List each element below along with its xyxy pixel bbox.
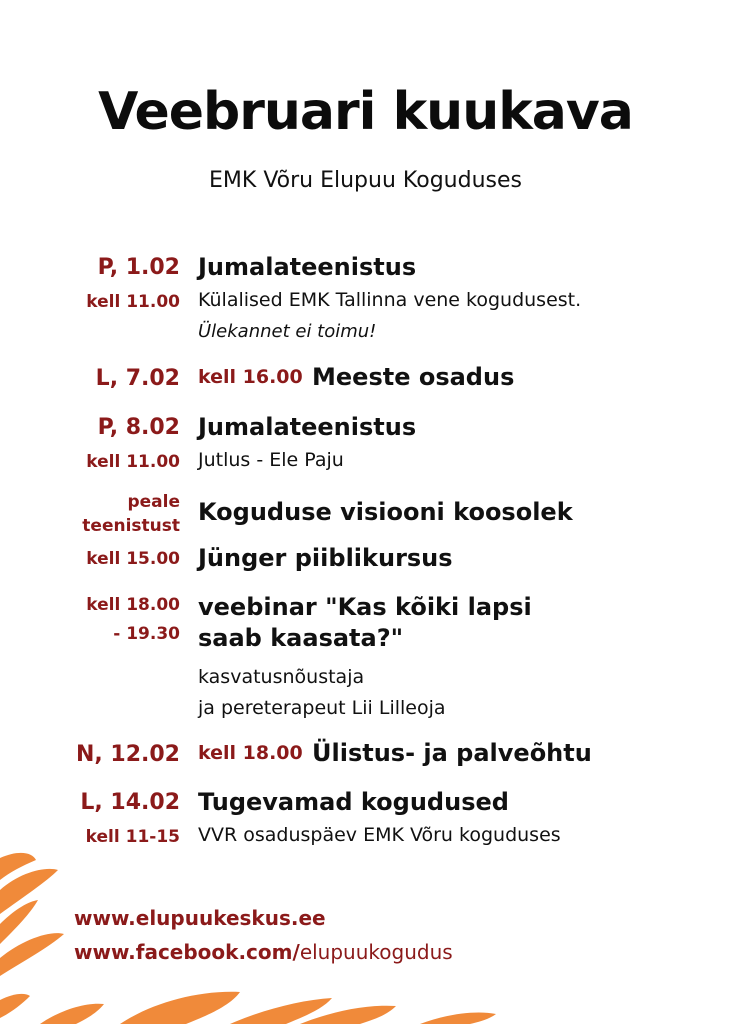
website-link[interactable]: www.elupuukeskus.ee xyxy=(74,906,326,930)
event-description: Külalised EMK Tallinna vene kogudusest. xyxy=(198,289,582,311)
event-title: Koguduse visiooni koosolek xyxy=(198,498,573,526)
event-date: L, 14.02 xyxy=(80,790,180,815)
event-time-line2: teenistust xyxy=(82,516,180,536)
event-time: kell 11.00 xyxy=(86,292,180,312)
event-time: kell 15.00 xyxy=(86,549,180,569)
event-time-line1: kell 18.00 xyxy=(86,595,180,615)
facebook-link-domain: www.facebook.com/ xyxy=(74,940,300,964)
event-title: Meeste osadus xyxy=(312,363,515,391)
event-date: L, 7.02 xyxy=(95,366,180,391)
facebook-link-page: elupuukogudus xyxy=(299,940,453,964)
event-note: Ülekannet ei toimu! xyxy=(198,321,377,342)
event-description: VVR osaduspäev EMK Võru koguduses xyxy=(198,824,561,846)
page-subtitle: EMK Võru Elupuu Koguduses xyxy=(209,168,522,193)
event-title-line2: saab kaasata?" xyxy=(198,624,404,652)
event-time: kell 16.00 xyxy=(198,366,303,388)
event-time: kell 18.00 xyxy=(198,742,303,764)
event-title: Jumalateenistus xyxy=(198,413,417,441)
event-title: Ülistus- ja palveõhtu xyxy=(312,739,592,767)
event-description-line1: kasvatusnõustaja xyxy=(198,666,365,688)
event-time-line2: - 19.30 xyxy=(113,624,180,644)
event-title: Tugevamad kogudused xyxy=(198,788,509,816)
event-description-line2: ja pereterapeut Lii Lilleoja xyxy=(198,697,446,719)
facebook-link[interactable] xyxy=(74,940,453,964)
event-date: N, 12.02 xyxy=(75,742,180,767)
event-time-line1: peale xyxy=(127,492,180,512)
event-date: P, 1.02 xyxy=(97,255,180,280)
event-title: Jumalateenistus xyxy=(198,253,417,281)
event-title-line1: veebinar "Kas kõiki lapsi xyxy=(198,593,532,621)
event-title: Jünger piiblikursus xyxy=(198,544,453,572)
page-title: Veebruari kuukava xyxy=(98,82,633,142)
event-date: P, 8.02 xyxy=(97,415,180,440)
event-description: Jutlus - Ele Paju xyxy=(198,449,344,471)
event-time: kell 11-15 xyxy=(85,827,180,847)
event-time: kell 11.00 xyxy=(86,452,180,472)
